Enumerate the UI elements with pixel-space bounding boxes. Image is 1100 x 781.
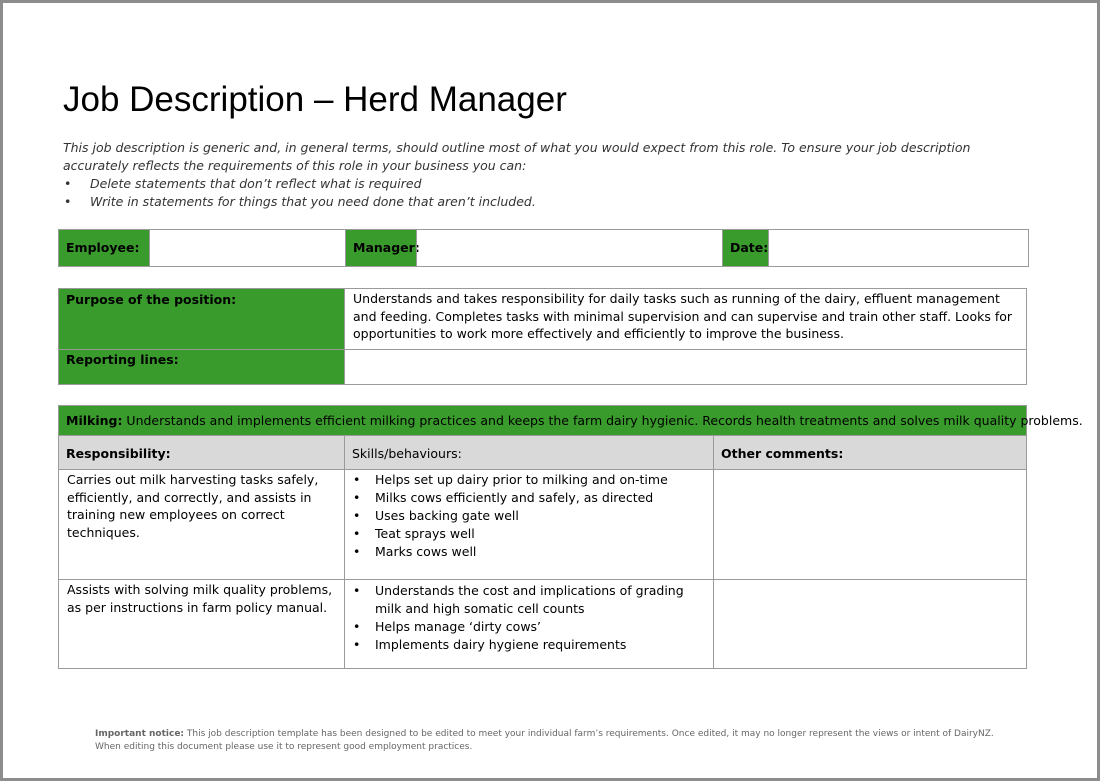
manager-field[interactable] (416, 229, 723, 267)
manager-label: Manager: (353, 240, 420, 255)
list-item: • Milks cows efficiently and safely, as directed (353, 490, 654, 505)
column-header-responsibility: Responsibility: (58, 435, 345, 470)
bullet-icon: • (353, 637, 361, 652)
bullet-icon: • (353, 544, 361, 559)
bullet-icon: • (353, 508, 361, 523)
list-item: • Marks cows well (353, 544, 477, 559)
employee-field[interactable] (149, 229, 346, 267)
employee-label-cell (58, 229, 150, 267)
bullet-icon: • (353, 583, 361, 598)
table-row-1-skills[interactable] (344, 469, 714, 580)
milking-heading-text: Understands and implements efficient milking practices and keeps the farm dairy hygienic. Records health treatments and solves milk quality problems. (122, 413, 1083, 428)
bullet-icon: • (353, 619, 361, 634)
bullet-icon: • (64, 194, 72, 209)
skills-list (345, 470, 713, 561)
skills-list (345, 580, 713, 654)
bullet-icon: • (353, 526, 361, 541)
bullet-icon: • (353, 472, 361, 487)
purpose-label-cell (58, 288, 345, 350)
table-row-1-comments[interactable] (713, 469, 1027, 580)
table-row-1-responsibility[interactable]: Carries out milk harvesting tasks safely, efficiently, and correctly, and assists in training new employees on correct techniques. (58, 469, 345, 580)
reporting-field[interactable] (344, 349, 1027, 385)
reporting-label-cell (58, 349, 345, 385)
bullet-icon: • (353, 490, 361, 505)
notice-bold: Important notice: (95, 729, 185, 739)
intro-bullet: • Delete statements that don’t reflect what is required (64, 176, 422, 191)
bullet-icon: • (64, 176, 72, 191)
intro-bullet: • Write in statements for things that you need done that aren’t included. (64, 194, 536, 209)
list-item: • Teat sprays well (353, 526, 475, 541)
table-row-2-skills[interactable] (344, 579, 714, 669)
employee-label: Employee: (66, 240, 140, 255)
purpose-label: Purpose of the position: (66, 292, 237, 307)
manager-label-cell (345, 229, 420, 267)
important-notice (95, 728, 995, 754)
intro-text (63, 139, 1023, 211)
reporting-label: Reporting lines: (66, 352, 179, 367)
table-row-2-responsibility[interactable]: Assists with solving milk quality problems, as per instructions in farm policy manual. (58, 579, 345, 669)
list-item: • Helps manage ‘dirty cows’ (353, 619, 542, 634)
milking-heading-bold: Milking: (66, 413, 123, 428)
purpose-text: Understands and takes responsibility for daily tasks such as running of the dairy, effluent management and feeding. Completes tasks with minimal supervision and can supervise and train other staff. Looks for opportunities to work more effectively and efficiently to improve the business. (353, 291, 1013, 341)
purpose-text-cell[interactable] (344, 288, 1027, 350)
intro-paragraph: This job description is generic and, in general terms, should outline most of what you would expect from this role. To ensure your job description accurately reflects the requirements of this role in your business you can: (63, 140, 971, 173)
list-item: • Helps set up dairy prior to milking and on-time (353, 472, 668, 487)
list-item: • Uses backing gate well (353, 508, 519, 523)
date-label-cell (722, 229, 769, 267)
table-row-2-comments[interactable] (713, 579, 1027, 669)
column-header-skills: Skills/behaviours: (344, 435, 714, 470)
list-item: • Understands the cost and implications of grading milk and high somatic cell counts (353, 583, 684, 616)
page-title: Job Description – Herd Manager (63, 80, 567, 119)
date-label: Date: (730, 240, 769, 255)
column-header-comments: Other comments: (713, 435, 1027, 470)
milking-heading (58, 405, 1083, 436)
notice-text: This job description template has been designed to be edited to meet your individual farm’s requirements. Once edited, it may no longer represent the views or intent of DairyNZ. When editing this document please use it to represent good employment practices. (95, 729, 994, 752)
date-field[interactable] (768, 229, 1029, 267)
list-item: • Implements dairy hygiene requirements (353, 637, 627, 652)
